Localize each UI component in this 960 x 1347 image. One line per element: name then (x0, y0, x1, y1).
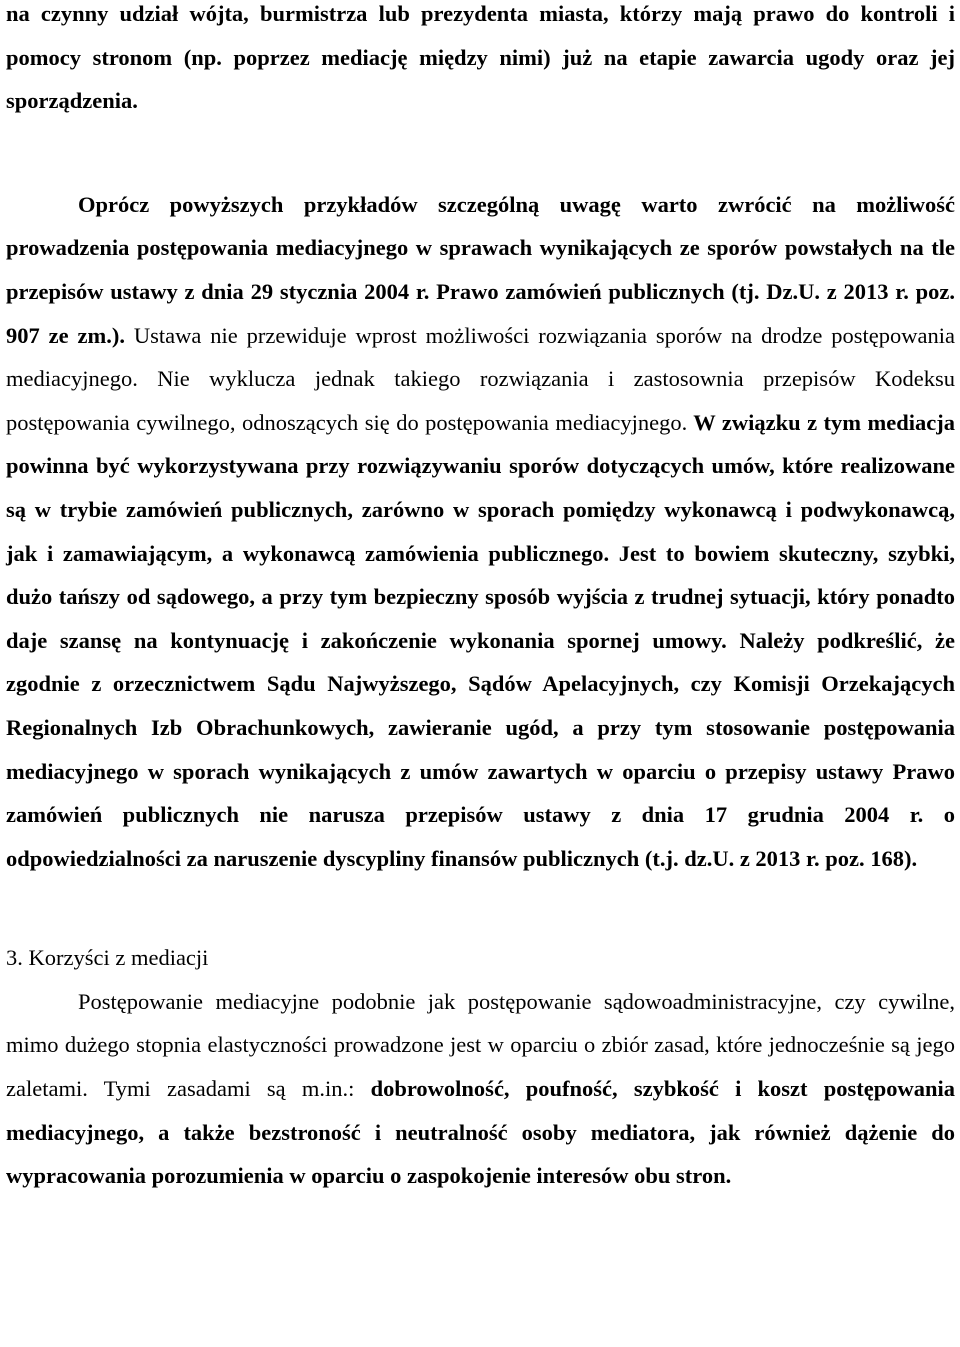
paragraph-benefits (6, 980, 955, 1198)
section-heading: 3. Korzyści z mediacji (6, 945, 209, 971)
paragraph-benefits-bold: dobrowolność, poufność, szybkość i koszt postępowania mediacyjnego, a także bezstroność i neutralność osoby mediatora, jak również dążenie do wypracowania porozumienia w oparciu o zaspokojenie interesów obu stron. (6, 1076, 955, 1189)
document-page (6, 0, 955, 1198)
paragraph-continuation-text: na czynny udział wójta, burmistrza lub prezydenta miasta, którzy mają prawo do kontroli i pomocy stronom (np. poprzez mediację między nimi) już na etapie zawarcia ugody oraz jej sporządzenia. (6, 1, 955, 114)
paragraph-bold-conclusion: W związku z tym mediacja powinna być wykorzystywana przy rozwiązywaniu sporów dotyczących umów, które realizowane są w trybie zamówień publicznych, zarówno w sporach pomiędzy wykonawcą i podwykonawcą, jak i zamawiającym, a wykonawcą zamówienia publicznego. Jest to bowiem skuteczny, szybki, dużo tańszy od sądowego, a przy tym bezpieczny sposób wyjścia z trudnej sytuacji, który ponadto daje szansę na kontynuację i zakończenie wykonania spornej umowy. Należy podkreślić, że zgodnie z orzecznictwem Sądu Najwyższego, Sądów Apelacyjnych, czy Komisji Orzekających Regionalnych Izb Obrachunkowych, zawieranie ugód, a przy tym stosowanie postępowania mediacyjnego w sporach wynikających z umów zawartych w oparciu o przepisy ustawy Prawo zamówień publicznych nie narusza przepisów ustawy z dnia 17 grudnia 2004 r. o odpowiedzialności za naruszenie dyscypliny finansów publicznych (t.j. dz.U. z 2013 r. poz. 168). (6, 409, 955, 871)
paragraph-continuation (6, 0, 955, 123)
paragraph-public-procurement (6, 183, 955, 881)
paragraph-benefits-normal: Postępowanie mediacyjne podobnie jak postępowanie sądowoadministracyjne, czy cywilne, mimo dużego stopnia elastyczności prowadzone jest w oparciu o zbiór zasad, które jednocześnie są jego zaletami. Tymi zasadami są m.in.: (6, 988, 955, 1102)
paragraph-bold-intro: Oprócz powyższych przykładów szczególną uwagę warto zwrócić na możliwość prowadzenia postępowania mediacyjnego w sprawach wynikających ze sporów powstałych na tle przepisów ustawy z dnia 29 stycznia 2004 r. Prawo zamówień publicznych (tj. Dz.U. z 2013 r. poz. 907 ze zm.). (6, 191, 955, 348)
paragraph-normal-text: Ustawa nie przewiduje wprost możliwości rozwiązania sporów na drodze postępowania mediacyjnego. Nie wyklucza jednak takiego rozwiązania i zastosownia przepisów Kodeksu postępowania cywilnego, odnoszących się do postępowania mediacyjnego. (6, 322, 955, 435)
